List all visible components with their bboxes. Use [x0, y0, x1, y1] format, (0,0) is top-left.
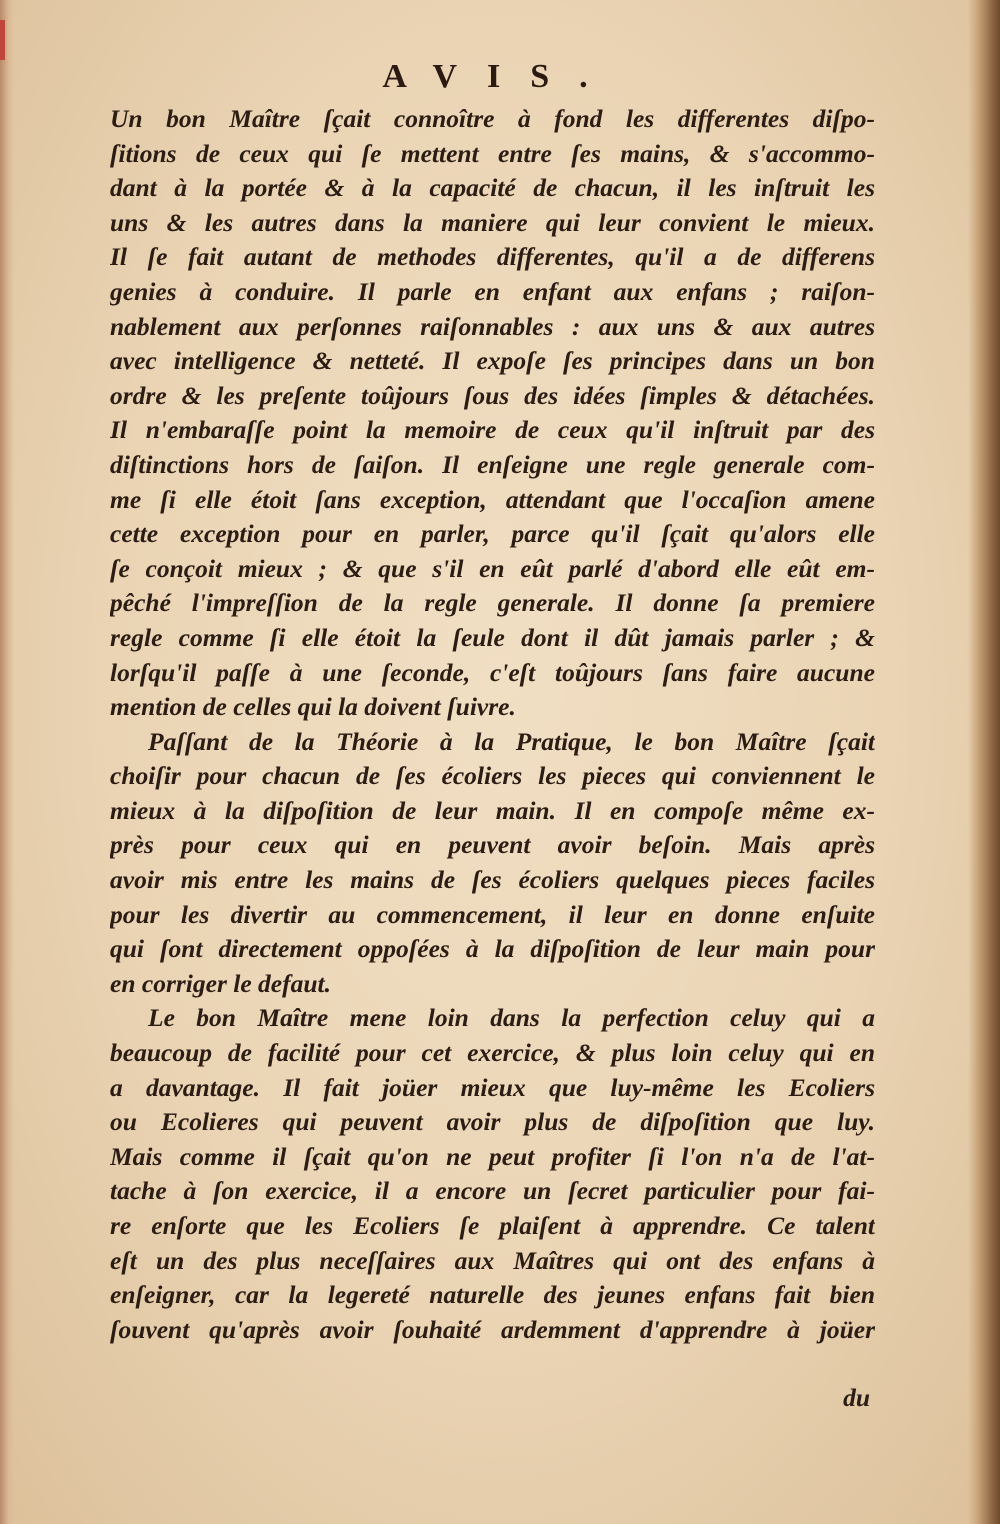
text-line: mention de celles qui la doivent ſuivre. [110, 692, 516, 722]
text-line: a davantage. Il fait joüer mieux que luy-même les Ecoliers [110, 1072, 875, 1102]
text-line: pour les divertir au commencement, il leur en donne enſuite [110, 899, 875, 929]
text-line: regle comme ſi elle étoit la ſeule dont il dût jamais parler ; & [110, 622, 875, 652]
text-line: en corriger le defaut. [110, 968, 331, 998]
text-line: ſe conçoit mieux ; & que s'il en eût parlé d'abord elle eût em- [110, 553, 875, 583]
text-line: avec intelligence & netteté. Il expoſe ſes principes dans un bon [110, 346, 875, 376]
text-line: dant à la portée & à la capacité de chacun, il les inſtruit les [110, 173, 875, 203]
text-line: mieux à la diſpoſition de leur main. Il en compoſe même ex- [110, 795, 875, 825]
text-line: Le bon Maître mene loin dans la perfection celuy qui a [148, 1003, 875, 1033]
text-line: près pour ceux qui en peuvent avoir beſoin. Mais après [110, 830, 875, 860]
text-line: qui ſont directement oppoſées à la diſpoſition de leur main pour [110, 934, 875, 964]
catchword: du [843, 1383, 870, 1412]
text-line: re enſorte que les Ecoliers ſe plaiſent à apprendre. Ce talent [110, 1211, 875, 1240]
text-line: Paſſant de la Théorie à la Pratique, le bon Maître ſçait [148, 726, 875, 756]
text-line: Un bon Maître ſçait connoître à fond les differentes diſpo- [110, 104, 875, 133]
text-line: ſitions de ceux qui ſe mettent entre ſes mains, & s'accommo- [110, 138, 875, 168]
text-line: lorſqu'il paſſe à une ſeconde, c'eſt toûjours ſans faire aucune [110, 657, 875, 687]
red-edge-mark [0, 20, 5, 60]
text-line: tache à ſon exercice, il a encore un ſecret particulier pour fai- [110, 1176, 875, 1206]
page-right-edge [968, 0, 1000, 1524]
text-line: me ſi elle étoit ſans exception, attendant que l'occaſion amene [110, 484, 875, 514]
text-line: nablement aux perſonnes raiſonnables : aux uns & aux autres [110, 311, 875, 341]
text-line: Mais comme il ſçait qu'on ne peut profiter ſi l'on n'a de l'at- [110, 1141, 875, 1171]
text-line: ſouvent qu'après avoir ſouhaité ardemment d'apprendre à joüer [110, 1314, 875, 1344]
text-line: diſtinctions hors de ſaiſon. Il enſeigne une regle generale com- [110, 449, 875, 479]
page-left-edge [0, 0, 14, 1524]
text-line: cette exception pour en parler, parce qu'il ſçait qu'alors elle [110, 519, 875, 549]
text-line: uns & les autres dans la maniere qui leur convient le mieux. [110, 207, 875, 237]
text-line: eſt un des plus neceſſaires aux Maîtres qui ont des enfans à [110, 1245, 875, 1275]
text-line: genies à conduire. Il parle en enfant aux enfans ; raiſon- [110, 276, 875, 306]
text-line: pêché l'impreſſion de la regle generale. Il donne ſa premiere [110, 588, 875, 618]
text-line: Il ſe fait autant de methodes differentes, qu'il a de differens [110, 242, 875, 272]
text-line: choiſir pour chacun de ſes écoliers les pieces qui conviennent le [110, 761, 875, 791]
text-line: beaucoup de facilité pour cet exercice, & plus loin celuy qui en [110, 1038, 875, 1068]
body-text [110, 102, 875, 1347]
text-line: ordre & les preſente toûjours ſous des idées ſimples & détachées. [110, 380, 875, 410]
page-header: AVIS. [382, 58, 618, 95]
text-line: Il n'embaraſſe point la memoire de ceux qu'il inſtruit par des [110, 415, 875, 445]
text-line: avoir mis entre les mains de ſes écoliers quelques pieces faciles [110, 865, 875, 895]
text-line: enſeigner, car la legereté naturelle des jeunes enfans fait bien [110, 1280, 875, 1310]
text-line: ou Ecolieres qui peuvent avoir plus de diſpoſition que luy. [110, 1107, 875, 1137]
